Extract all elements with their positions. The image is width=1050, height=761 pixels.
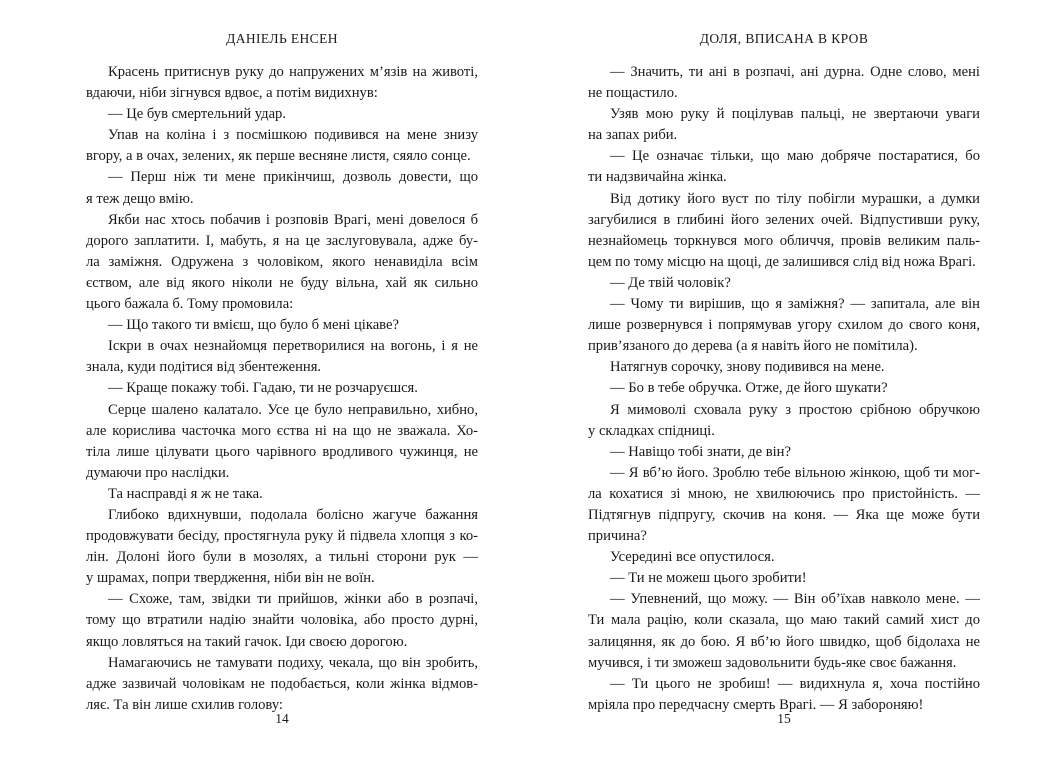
text-line: — Я вб’ю його. Зроблю тебе вільною жінкою, щоб ти мог- xyxy=(610,464,980,481)
text-line: дорого заплатити. І, мабуть, я на це заслуговувала, адже бу- xyxy=(86,232,478,249)
text-line: Глибоко вдихнувши, подолала болісно жагуче бажання xyxy=(108,506,478,523)
text-line: цього бажала б. Тому промовила: xyxy=(86,296,294,313)
left-page xyxy=(86,0,478,761)
text-line: мучився, і ти зможеш задовольнити будь-яке своє бажання. xyxy=(588,654,957,671)
text-line: причина? xyxy=(588,528,647,545)
text-line: цем по тому місцю на щоці, де залишився слід від ножа Врагі. xyxy=(588,253,976,270)
text-line: лін. Долоні його були в мозолях, а тильні сторони рук — xyxy=(86,549,478,566)
text-line: Іскри в очах незнайомця перетворилися на вогонь, і я не xyxy=(108,338,478,355)
text-line: залицяння, як до бою. Я вб’ю його швидко, щоб бідолаха не xyxy=(588,633,980,650)
text-line: тіла лише цілувати цього чарівного вродливого чужинця, не xyxy=(86,443,478,460)
text-line: Якби нас хтось побачив і розповів Врагі, мені довелося б xyxy=(108,211,478,228)
running-head-right: ДОЛЯ, ВПИСАНА В КРОВ xyxy=(699,31,869,46)
text-line: Підтягнув підпругу, скочив на коня. — Яка ще може бути xyxy=(588,506,980,523)
text-line: ляє. Та він лише схилив голову: xyxy=(86,696,283,713)
text-line: Упав на коліна і з посмішкою подивився на мене знизу xyxy=(108,127,478,144)
text-line: ла кохатися зі мною, не хвилюючись про пристойність. — xyxy=(588,485,980,502)
text-line: адже зазвичай чоловікам не подобається, коли жінка відмов- xyxy=(86,675,478,692)
text-line: — Упевнений, що можу. — Він об’їхав навколо мене. — xyxy=(610,591,980,608)
text-line: на запах риби. xyxy=(588,127,678,144)
right-page xyxy=(588,0,980,761)
text-line: незнайомець торкнувся мого обличчя, провів великим паль- xyxy=(588,232,980,249)
text-line: Намагаючись не тамувати подиху, чекала, що він зробить, xyxy=(108,654,478,671)
text-line: якщо ловляться на такий гачок. Іди своєю дорогою. xyxy=(86,633,408,650)
text-line: не пощастило. xyxy=(588,85,678,102)
running-head-left: ДАНІЕЛЬ ЕНСЕН xyxy=(226,31,338,46)
text-line: — Навіщо тобі знати, де він? xyxy=(610,443,791,460)
right-page-text xyxy=(588,62,980,716)
text-line: Ти мала рацію, коли сказала, що маю такий самий хист до xyxy=(588,612,980,629)
text-line: продовжувати бесіду, простягнула руку й підвела хлопця з ко- xyxy=(86,528,478,545)
text-line: Красень притиснув руку до напружених м’язів на животі, xyxy=(108,64,478,80)
text-line: — Це означає тільки, що маю добряче постаратися, бо xyxy=(610,148,980,165)
text-line: єством, але від якого ніколи не буду вільна, хай як сильно xyxy=(86,274,478,291)
text-line: — Чому ти вирішив, що я заміжня? — запитала, але він xyxy=(610,296,980,313)
left-page-text xyxy=(86,62,478,716)
text-line: я теж дещо вмію. xyxy=(86,190,194,207)
text-line: загубилися в глибині його зелених очей. Відпустивши руку, xyxy=(588,211,980,228)
text-line: — Це був смертельний удар. xyxy=(108,106,287,123)
text-line: — Ти цього не зробиш! — видихнула я, хоча постійно xyxy=(610,675,980,692)
text-line: вдаючи, ніби зігнувся вдвоє, а потім видихнув: xyxy=(86,85,378,102)
text-line: — Схоже, там, звідки ти прийшов, жінки або в розпачі, xyxy=(108,591,478,608)
text-line: прив’язаного до дерева (а я навіть його не помітила). xyxy=(588,338,918,355)
text-line: ти надзвичайна жінка. xyxy=(588,169,727,186)
text-line: Узяв мою руку й поцілував пальці, не звертаючи уваги xyxy=(610,106,980,123)
text-line: лише розвернувся і попрямував угору схилом до свого коня, xyxy=(588,317,980,334)
text-line: у шрамах, попри твердження, ніби він не воїн. xyxy=(86,570,375,587)
text-line: у складках спідниці. xyxy=(588,422,715,439)
text-line: Натягнув сорочку, знову подивився на мене. xyxy=(610,359,885,376)
text-line: — Значить, ти ані в розпачі, ані дурна. Одне слово, мені xyxy=(610,64,980,80)
text-line: Та насправді я ж не така. xyxy=(108,485,263,502)
text-line: Від дотику його вуст по тілу побігли мурашки, а думки xyxy=(610,190,980,207)
text-line: знала, куди подітися від збентеження. xyxy=(86,359,322,376)
page-number-left: 14 xyxy=(275,711,289,726)
text-line: — Бо в тебе обручка. Отже, де його шукати? xyxy=(610,380,888,397)
page-number-right: 15 xyxy=(777,711,791,726)
text-line: — Ти не можеш цього зробити! xyxy=(610,570,807,587)
text-line: ла заміжня. Одружена з чоловіком, якого ненавиділа всім xyxy=(86,253,478,270)
text-line: — Що такого ти вмієш, що було б мені цікаве? xyxy=(108,317,399,334)
text-line: Я мимоволі сховала руку з простою срібною обручкою xyxy=(610,401,980,418)
text-line: тому що втратили надію знайти чоловіка, або просто дурні, xyxy=(86,612,478,629)
text-line: але корислива часточка мого єства ні на що не зважала. Хо- xyxy=(86,422,478,439)
text-line: вгору, а в очах, зелених, як перше весняне листя, сяяло сонце. xyxy=(86,148,471,165)
text-line: — Перш ніж ти мене прикінчиш, дозволь довести, що xyxy=(108,169,478,186)
text-line: мріяла про передчасну смерть Врагі. — Я забороняю! xyxy=(588,696,924,713)
text-line: — Краще покажу тобі. Гадаю, ти не розчаруєшся. xyxy=(108,380,418,397)
text-line: думаючи про наслідки. xyxy=(86,464,230,481)
text-line: Серце шалено калатало. Усе це було неправильно, хибно, xyxy=(108,401,478,418)
text-line: — Де твій чоловік? xyxy=(610,274,731,291)
text-line: Усередині все опустилося. xyxy=(610,549,775,566)
